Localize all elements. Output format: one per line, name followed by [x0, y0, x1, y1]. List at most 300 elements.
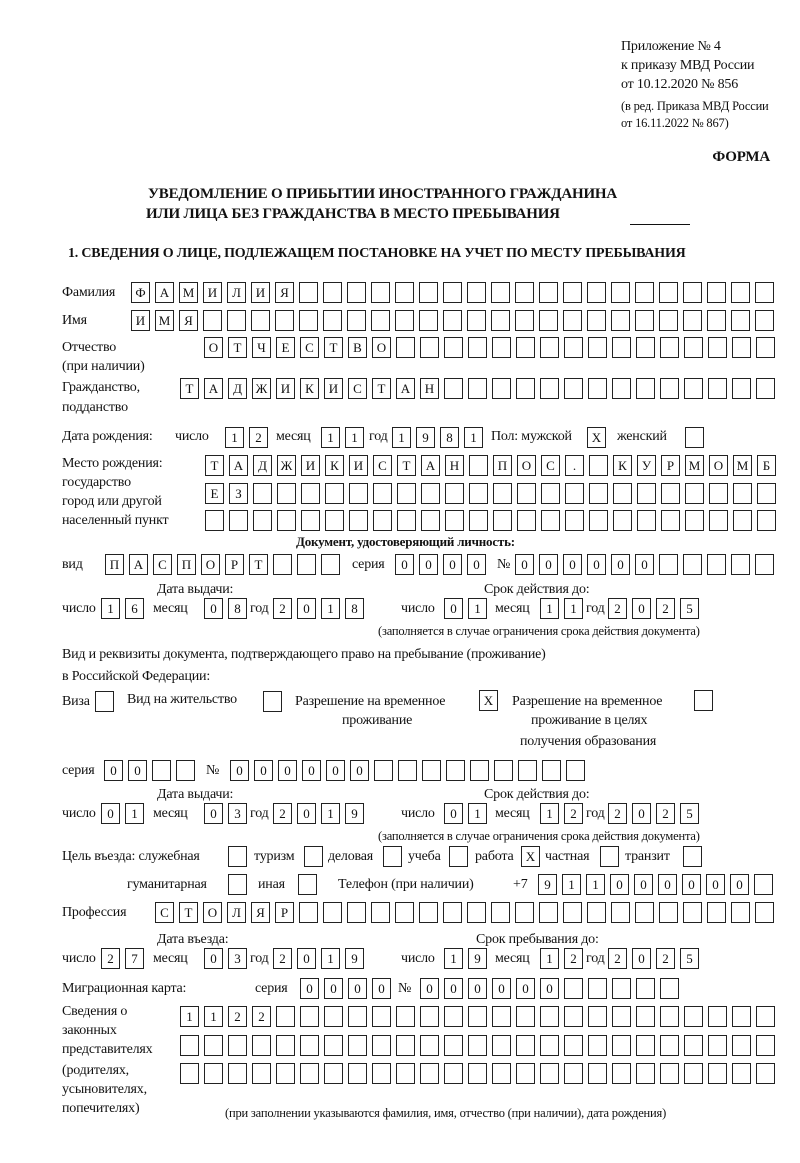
char-cell[interactable] [756, 378, 775, 399]
char-cell[interactable]: 2 [228, 1006, 247, 1027]
char-cell[interactable] [685, 510, 704, 531]
char-cell[interactable] [541, 510, 560, 531]
char-cell[interactable] [516, 1063, 535, 1084]
char-cell[interactable] [180, 1035, 199, 1056]
char-cell[interactable]: Т [228, 337, 247, 358]
reps-field-1[interactable] [180, 1006, 780, 1028]
char-cell[interactable] [709, 510, 728, 531]
id-issue-day-field[interactable] [101, 598, 149, 620]
char-cell[interactable]: 1 [540, 948, 559, 969]
char-cell[interactable] [708, 1035, 727, 1056]
char-cell[interactable] [517, 483, 536, 504]
char-cell[interactable] [683, 902, 702, 923]
char-cell[interactable] [516, 378, 535, 399]
residence-permit-checkbox[interactable] [263, 691, 282, 712]
profession-field[interactable] [155, 902, 779, 924]
char-cell[interactable]: 1 [564, 598, 583, 619]
char-cell[interactable] [612, 1035, 631, 1056]
char-cell[interactable] [276, 1035, 295, 1056]
char-cell[interactable] [301, 483, 320, 504]
char-cell[interactable] [542, 760, 561, 781]
char-cell[interactable] [587, 310, 606, 331]
char-cell[interactable] [277, 510, 296, 531]
char-cell[interactable] [373, 510, 392, 531]
entry-month-field[interactable] [204, 948, 252, 970]
char-cell[interactable]: 0 [204, 598, 223, 619]
char-cell[interactable] [348, 1035, 367, 1056]
char-cell[interactable] [539, 902, 558, 923]
char-cell[interactable] [420, 1006, 439, 1027]
char-cell[interactable]: 2 [273, 598, 292, 619]
char-cell[interactable] [468, 378, 487, 399]
char-cell[interactable]: И [251, 282, 270, 303]
char-cell[interactable] [540, 1006, 559, 1027]
char-cell[interactable]: К [300, 378, 319, 399]
char-cell[interactable] [588, 337, 607, 358]
char-cell[interactable] [612, 337, 631, 358]
char-cell[interactable] [588, 978, 607, 999]
char-cell[interactable] [611, 310, 630, 331]
char-cell[interactable] [397, 483, 416, 504]
char-cell[interactable] [152, 760, 171, 781]
birthplace-field-1[interactable] [205, 455, 781, 477]
char-cell[interactable] [347, 902, 366, 923]
char-cell[interactable] [419, 902, 438, 923]
char-cell[interactable] [589, 455, 608, 476]
res-issue-year-field[interactable] [273, 803, 369, 825]
birthplace-field-3[interactable] [205, 510, 781, 532]
char-cell[interactable] [467, 310, 486, 331]
char-cell[interactable]: 0 [730, 874, 749, 895]
char-cell[interactable] [518, 760, 537, 781]
purpose-humanitarian-checkbox[interactable] [228, 874, 247, 895]
char-cell[interactable] [683, 282, 702, 303]
char-cell[interactable] [516, 1035, 535, 1056]
char-cell[interactable]: Д [228, 378, 247, 399]
char-cell[interactable] [731, 902, 750, 923]
char-cell[interactable] [467, 282, 486, 303]
char-cell[interactable] [204, 1063, 223, 1084]
char-cell[interactable] [444, 1006, 463, 1027]
char-cell[interactable] [491, 310, 510, 331]
reps-field-2[interactable] [180, 1035, 780, 1057]
char-cell[interactable]: 0 [128, 760, 147, 781]
id-issue-year-field[interactable] [273, 598, 369, 620]
char-cell[interactable] [636, 1006, 655, 1027]
char-cell[interactable] [659, 902, 678, 923]
char-cell[interactable] [683, 310, 702, 331]
char-cell[interactable] [372, 1063, 391, 1084]
char-cell[interactable]: К [613, 455, 632, 476]
char-cell[interactable] [731, 554, 750, 575]
char-cell[interactable] [683, 554, 702, 575]
char-cell[interactable] [492, 378, 511, 399]
char-cell[interactable]: Р [275, 902, 294, 923]
char-cell[interactable]: Н [420, 378, 439, 399]
char-cell[interactable]: 0 [634, 874, 653, 895]
char-cell[interactable]: 2 [273, 948, 292, 969]
char-cell[interactable] [660, 378, 679, 399]
char-cell[interactable]: 0 [468, 978, 487, 999]
char-cell[interactable]: З [229, 483, 248, 504]
char-cell[interactable]: 0 [420, 978, 439, 999]
char-cell[interactable] [516, 337, 535, 358]
char-cell[interactable] [323, 310, 342, 331]
char-cell[interactable]: 1 [392, 427, 411, 448]
char-cell[interactable] [732, 1063, 751, 1084]
entry-year-field[interactable] [273, 948, 369, 970]
char-cell[interactable] [444, 378, 463, 399]
char-cell[interactable] [492, 337, 511, 358]
char-cell[interactable]: 9 [538, 874, 557, 895]
char-cell[interactable]: 0 [104, 760, 123, 781]
char-cell[interactable]: А [155, 282, 174, 303]
char-cell[interactable] [374, 760, 393, 781]
char-cell[interactable] [659, 554, 678, 575]
char-cell[interactable] [588, 1035, 607, 1056]
char-cell[interactable]: М [155, 310, 174, 331]
char-cell[interactable]: П [105, 554, 124, 575]
char-cell[interactable]: С [155, 902, 174, 923]
char-cell[interactable]: С [153, 554, 172, 575]
char-cell[interactable] [685, 483, 704, 504]
char-cell[interactable]: 1 [321, 948, 340, 969]
char-cell[interactable]: Е [276, 337, 295, 358]
char-cell[interactable]: 2 [608, 598, 627, 619]
char-cell[interactable]: . [565, 455, 584, 476]
patronymic-field[interactable] [204, 337, 780, 359]
char-cell[interactable] [445, 510, 464, 531]
char-cell[interactable] [421, 483, 440, 504]
char-cell[interactable]: П [177, 554, 196, 575]
char-cell[interactable]: 1 [468, 598, 487, 619]
char-cell[interactable]: О [204, 337, 223, 358]
char-cell[interactable]: 0 [302, 760, 321, 781]
char-cell[interactable] [563, 902, 582, 923]
char-cell[interactable]: М [179, 282, 198, 303]
char-cell[interactable] [660, 1035, 679, 1056]
char-cell[interactable] [493, 510, 512, 531]
char-cell[interactable] [539, 282, 558, 303]
char-cell[interactable] [443, 282, 462, 303]
char-cell[interactable] [755, 310, 774, 331]
char-cell[interactable] [446, 760, 465, 781]
char-cell[interactable] [756, 337, 775, 358]
char-cell[interactable] [468, 1063, 487, 1084]
char-cell[interactable] [661, 483, 680, 504]
name-field[interactable] [131, 310, 779, 332]
char-cell[interactable] [324, 1063, 343, 1084]
until-year-field[interactable] [608, 948, 704, 970]
char-cell[interactable] [300, 1006, 319, 1027]
char-cell[interactable]: Р [225, 554, 244, 575]
birth-day-field[interactable] [225, 427, 273, 449]
char-cell[interactable]: 0 [204, 803, 223, 824]
char-cell[interactable] [707, 554, 726, 575]
char-cell[interactable] [754, 874, 773, 895]
char-cell[interactable] [684, 337, 703, 358]
purpose-tourism-checkbox[interactable] [304, 846, 323, 867]
char-cell[interactable]: 0 [587, 554, 606, 575]
id-series-field[interactable] [395, 554, 491, 576]
res-valid-year-field[interactable] [608, 803, 704, 825]
temp-permit-checkbox[interactable]: X [479, 690, 498, 711]
char-cell[interactable]: 2 [656, 803, 675, 824]
char-cell[interactable]: 0 [443, 554, 462, 575]
char-cell[interactable]: Т [180, 378, 199, 399]
sex-male-checkbox[interactable]: X [587, 427, 606, 448]
char-cell[interactable] [420, 1035, 439, 1056]
char-cell[interactable]: Т [179, 902, 198, 923]
char-cell[interactable]: 0 [632, 598, 651, 619]
char-cell[interactable] [492, 1035, 511, 1056]
char-cell[interactable]: 1 [321, 598, 340, 619]
id-kind-field[interactable] [105, 554, 345, 576]
res-valid-month-field[interactable] [540, 803, 588, 825]
char-cell[interactable] [373, 483, 392, 504]
char-cell[interactable] [468, 337, 487, 358]
char-cell[interactable] [443, 310, 462, 331]
char-cell[interactable]: 0 [204, 948, 223, 969]
citizenship-field[interactable] [180, 378, 780, 400]
char-cell[interactable]: Я [179, 310, 198, 331]
char-cell[interactable]: 0 [350, 760, 369, 781]
char-cell[interactable] [756, 1035, 775, 1056]
char-cell[interactable] [564, 378, 583, 399]
char-cell[interactable] [252, 1063, 271, 1084]
char-cell[interactable] [636, 337, 655, 358]
temp-edu-checkbox[interactable] [694, 690, 713, 711]
char-cell[interactable] [732, 337, 751, 358]
char-cell[interactable] [563, 310, 582, 331]
char-cell[interactable] [540, 378, 559, 399]
res-valid-day-field[interactable] [444, 803, 492, 825]
char-cell[interactable] [396, 1035, 415, 1056]
char-cell[interactable]: 2 [252, 1006, 271, 1027]
char-cell[interactable] [708, 1006, 727, 1027]
char-cell[interactable] [205, 510, 224, 531]
char-cell[interactable] [372, 1035, 391, 1056]
char-cell[interactable] [517, 510, 536, 531]
char-cell[interactable] [635, 282, 654, 303]
char-cell[interactable] [541, 483, 560, 504]
res-series-field[interactable] [104, 760, 200, 782]
char-cell[interactable]: 0 [632, 948, 651, 969]
char-cell[interactable]: 1 [321, 427, 340, 448]
char-cell[interactable]: 5 [680, 598, 699, 619]
until-month-field[interactable] [540, 948, 588, 970]
char-cell[interactable]: 1 [225, 427, 244, 448]
char-cell[interactable] [276, 1006, 295, 1027]
purpose-study-checkbox[interactable] [449, 846, 468, 867]
char-cell[interactable] [396, 337, 415, 358]
char-cell[interactable] [324, 1006, 343, 1027]
char-cell[interactable] [397, 510, 416, 531]
char-cell[interactable] [757, 510, 776, 531]
char-cell[interactable] [756, 1006, 775, 1027]
char-cell[interactable]: М [685, 455, 704, 476]
char-cell[interactable]: 1 [345, 427, 364, 448]
char-cell[interactable]: И [203, 282, 222, 303]
char-cell[interactable]: 2 [608, 803, 627, 824]
char-cell[interactable] [564, 1035, 583, 1056]
char-cell[interactable] [661, 510, 680, 531]
char-cell[interactable] [228, 1063, 247, 1084]
char-cell[interactable] [660, 337, 679, 358]
char-cell[interactable] [396, 1006, 415, 1027]
char-cell[interactable] [493, 483, 512, 504]
char-cell[interactable]: 9 [345, 948, 364, 969]
char-cell[interactable]: Т [205, 455, 224, 476]
char-cell[interactable]: Ч [252, 337, 271, 358]
char-cell[interactable]: 0 [300, 978, 319, 999]
char-cell[interactable]: У [637, 455, 656, 476]
purpose-official-checkbox[interactable] [228, 846, 247, 867]
char-cell[interactable]: 0 [444, 978, 463, 999]
surname-field[interactable] [131, 282, 779, 304]
char-cell[interactable]: О [203, 902, 222, 923]
char-cell[interactable] [637, 483, 656, 504]
char-cell[interactable] [491, 282, 510, 303]
char-cell[interactable] [636, 1063, 655, 1084]
char-cell[interactable]: 1 [586, 874, 605, 895]
char-cell[interactable] [540, 1063, 559, 1084]
char-cell[interactable] [611, 902, 630, 923]
char-cell[interactable]: 0 [632, 803, 651, 824]
char-cell[interactable] [660, 1063, 679, 1084]
char-cell[interactable] [469, 455, 488, 476]
char-cell[interactable] [539, 310, 558, 331]
char-cell[interactable]: 0 [348, 978, 367, 999]
char-cell[interactable]: А [396, 378, 415, 399]
char-cell[interactable]: 0 [467, 554, 486, 575]
char-cell[interactable] [635, 902, 654, 923]
char-cell[interactable]: И [349, 455, 368, 476]
birth-year-field[interactable] [392, 427, 488, 449]
char-cell[interactable] [467, 902, 486, 923]
char-cell[interactable] [324, 1035, 343, 1056]
char-cell[interactable] [443, 902, 462, 923]
reps-field-3[interactable] [180, 1063, 780, 1085]
char-cell[interactable] [731, 310, 750, 331]
char-cell[interactable]: Б [757, 455, 776, 476]
char-cell[interactable] [564, 337, 583, 358]
char-cell[interactable]: 8 [440, 427, 459, 448]
char-cell[interactable] [755, 554, 774, 575]
char-cell[interactable]: 0 [101, 803, 120, 824]
char-cell[interactable]: Д [253, 455, 272, 476]
until-day-field[interactable] [444, 948, 492, 970]
char-cell[interactable] [494, 760, 513, 781]
char-cell[interactable] [684, 1035, 703, 1056]
char-cell[interactable]: 0 [515, 554, 534, 575]
char-cell[interactable]: 0 [492, 978, 511, 999]
char-cell[interactable]: Т [397, 455, 416, 476]
char-cell[interactable] [251, 310, 270, 331]
purpose-work-checkbox[interactable]: X [521, 846, 540, 867]
char-cell[interactable] [395, 282, 414, 303]
char-cell[interactable] [613, 483, 632, 504]
char-cell[interactable] [348, 1063, 367, 1084]
char-cell[interactable] [349, 510, 368, 531]
char-cell[interactable]: П [493, 455, 512, 476]
char-cell[interactable]: 0 [563, 554, 582, 575]
char-cell[interactable]: А [421, 455, 440, 476]
char-cell[interactable] [371, 310, 390, 331]
char-cell[interactable]: 8 [228, 598, 247, 619]
char-cell[interactable] [707, 310, 726, 331]
char-cell[interactable]: С [373, 455, 392, 476]
char-cell[interactable]: Е [205, 483, 224, 504]
char-cell[interactable]: О [201, 554, 220, 575]
char-cell[interactable]: М [733, 455, 752, 476]
char-cell[interactable] [176, 760, 195, 781]
char-cell[interactable]: 1 [125, 803, 144, 824]
char-cell[interactable] [276, 1063, 295, 1084]
char-cell[interactable] [444, 1063, 463, 1084]
char-cell[interactable]: 1 [464, 427, 483, 448]
char-cell[interactable]: 1 [562, 874, 581, 895]
char-cell[interactable] [420, 337, 439, 358]
char-cell[interactable] [613, 510, 632, 531]
char-cell[interactable]: Ж [277, 455, 296, 476]
char-cell[interactable]: 1 [540, 598, 559, 619]
char-cell[interactable] [395, 902, 414, 923]
char-cell[interactable] [732, 1035, 751, 1056]
char-cell[interactable]: С [300, 337, 319, 358]
char-cell[interactable] [445, 483, 464, 504]
char-cell[interactable]: 0 [706, 874, 725, 895]
char-cell[interactable] [707, 282, 726, 303]
char-cell[interactable]: 3 [228, 948, 247, 969]
char-cell[interactable]: 2 [608, 948, 627, 969]
char-cell[interactable]: 1 [468, 803, 487, 824]
char-cell[interactable] [660, 978, 679, 999]
char-cell[interactable]: Я [251, 902, 270, 923]
char-cell[interactable] [398, 760, 417, 781]
res-issue-month-field[interactable] [204, 803, 252, 825]
char-cell[interactable]: А [229, 455, 248, 476]
char-cell[interactable]: О [372, 337, 391, 358]
char-cell[interactable] [371, 282, 390, 303]
char-cell[interactable]: 1 [180, 1006, 199, 1027]
char-cell[interactable] [300, 1035, 319, 1056]
id-number-field[interactable] [515, 554, 779, 576]
char-cell[interactable] [757, 483, 776, 504]
char-cell[interactable] [325, 510, 344, 531]
char-cell[interactable]: 2 [656, 598, 675, 619]
char-cell[interactable] [470, 760, 489, 781]
char-cell[interactable]: 0 [682, 874, 701, 895]
char-cell[interactable]: 1 [540, 803, 559, 824]
char-cell[interactable]: 6 [125, 598, 144, 619]
char-cell[interactable]: 0 [372, 978, 391, 999]
birthplace-field-2[interactable] [205, 483, 781, 505]
char-cell[interactable]: А [129, 554, 148, 575]
char-cell[interactable] [227, 310, 246, 331]
char-cell[interactable]: 0 [297, 598, 316, 619]
char-cell[interactable] [588, 378, 607, 399]
char-cell[interactable] [444, 337, 463, 358]
char-cell[interactable] [323, 902, 342, 923]
purpose-business-checkbox[interactable] [383, 846, 402, 867]
char-cell[interactable] [421, 510, 440, 531]
char-cell[interactable]: А [204, 378, 223, 399]
char-cell[interactable] [635, 310, 654, 331]
char-cell[interactable]: И [131, 310, 150, 331]
char-cell[interactable] [444, 1035, 463, 1056]
char-cell[interactable]: 0 [254, 760, 273, 781]
